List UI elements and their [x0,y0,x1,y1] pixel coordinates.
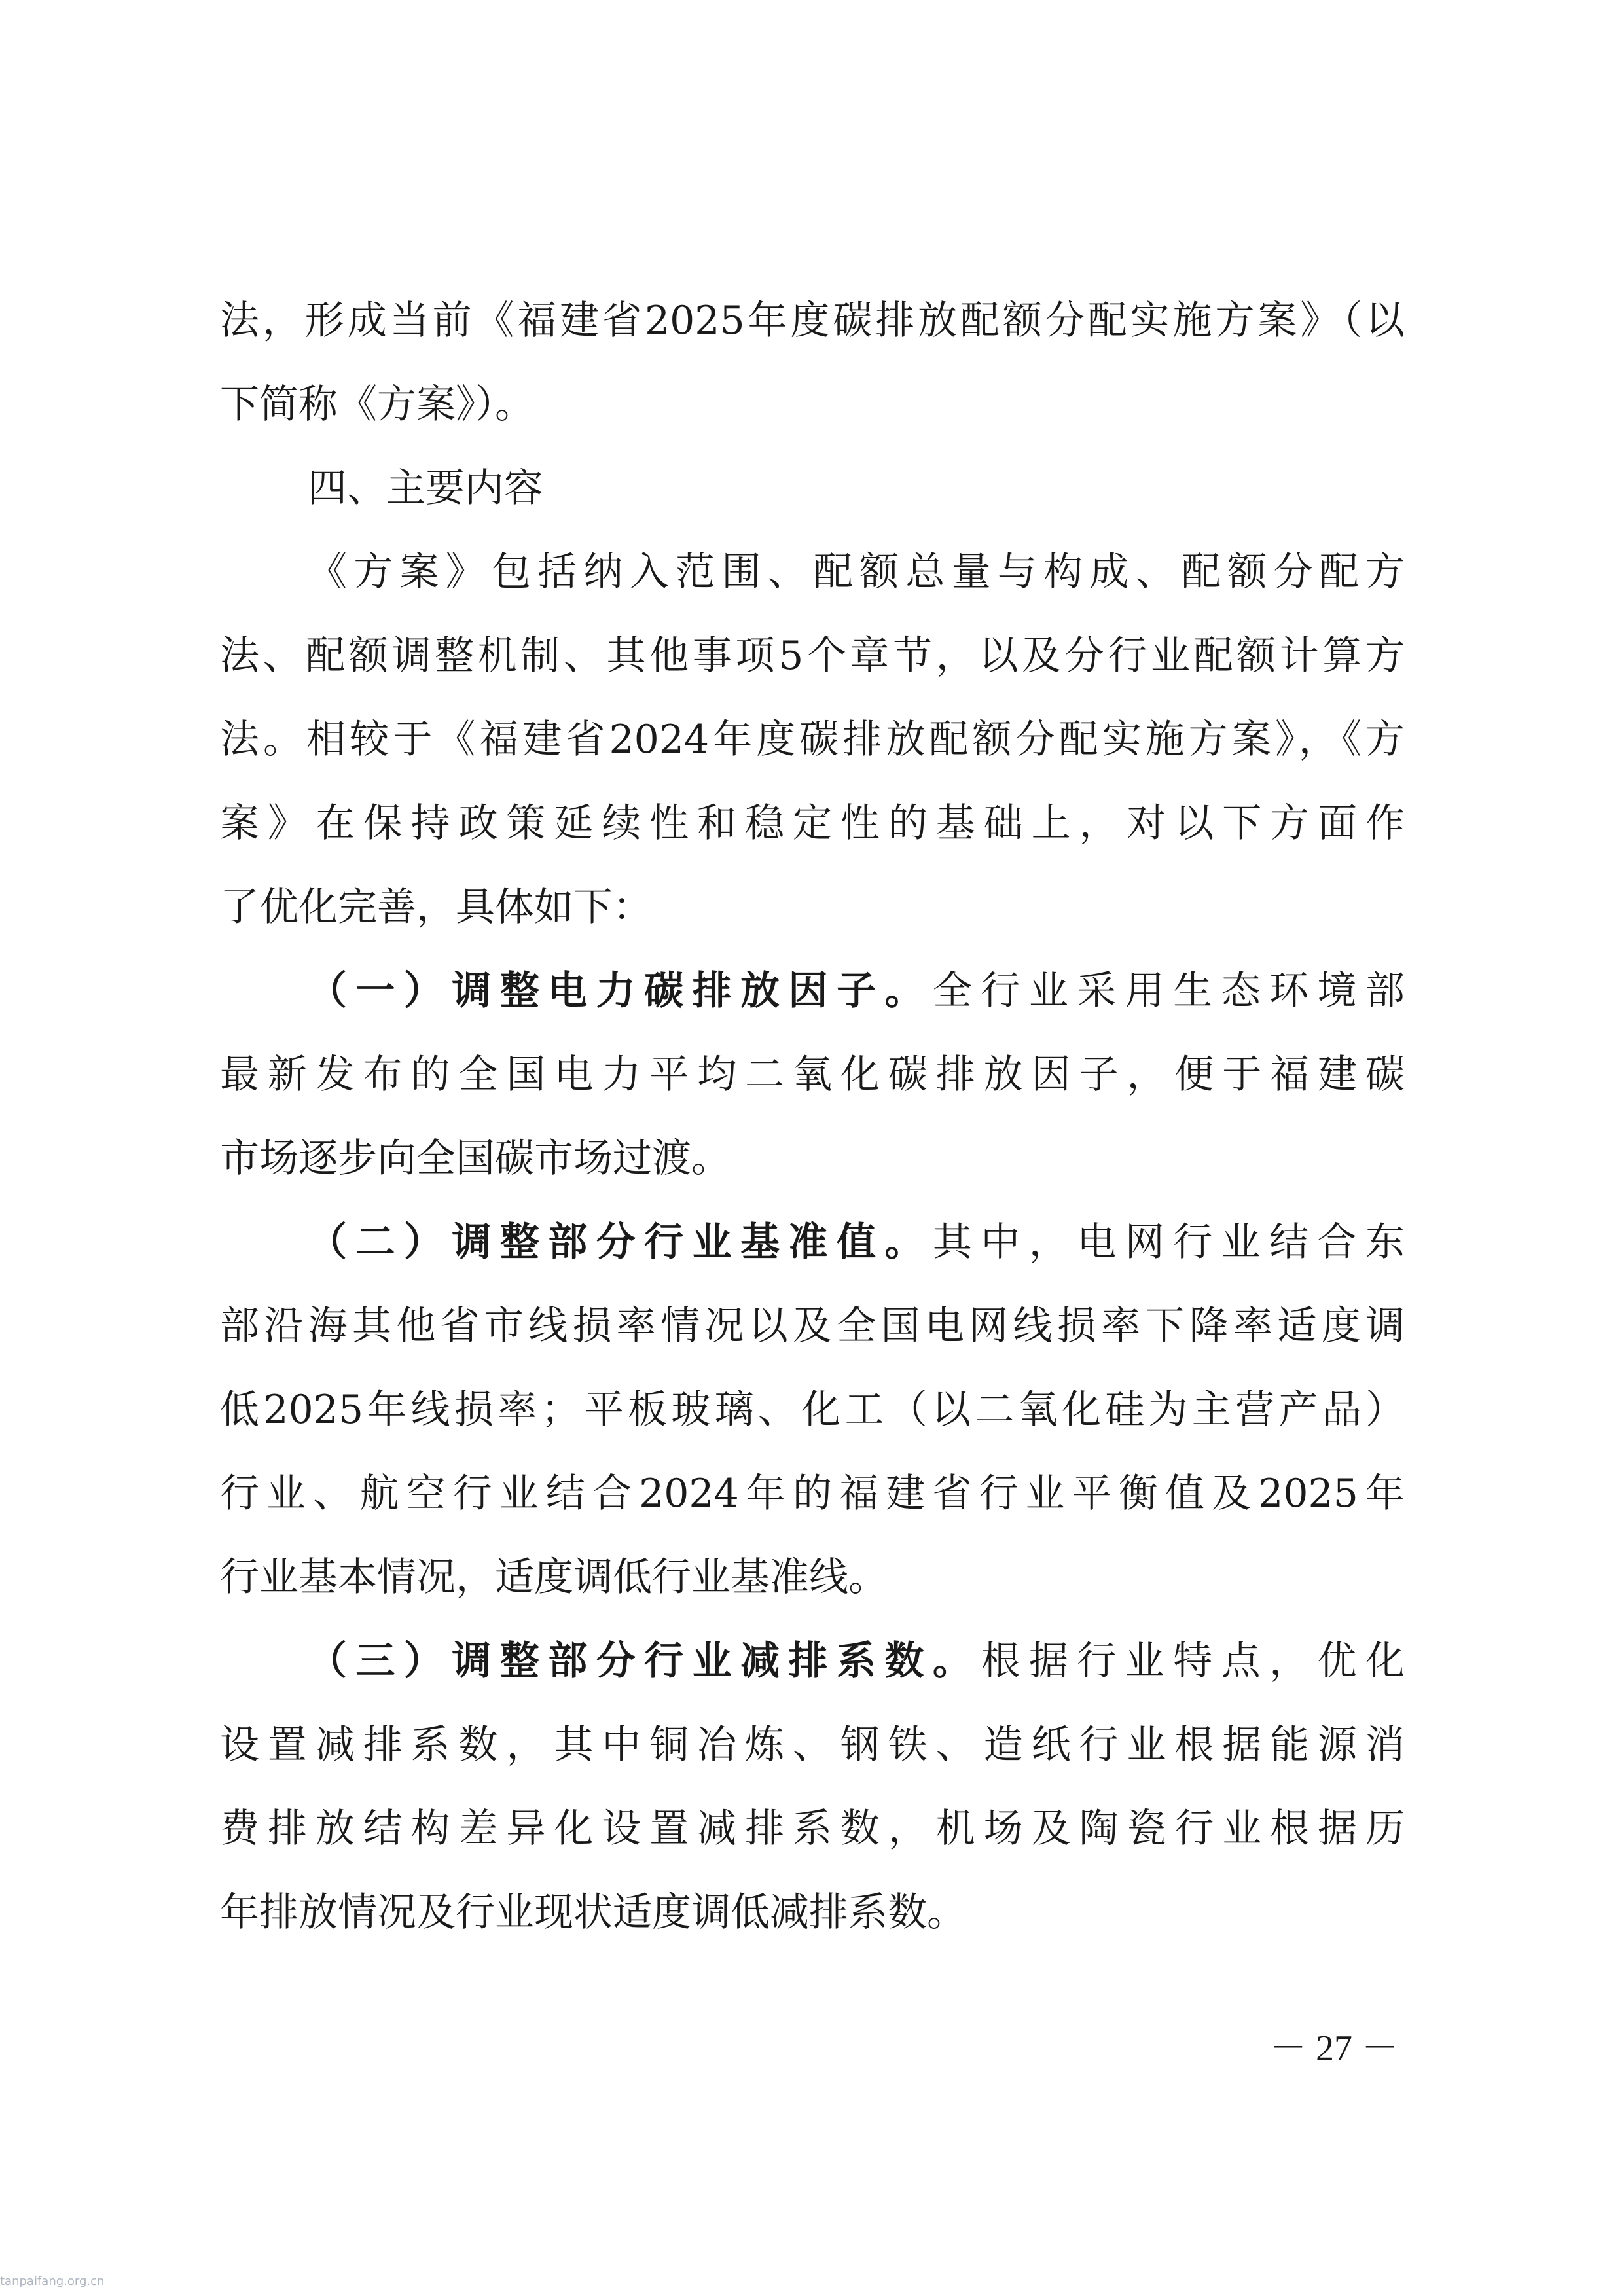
paragraph-line-2: 下简称《方案》）。 [220,382,534,427]
paragraph-line-18: 设置减排系数，其中铜冶炼、钢铁、造纸行业根据能源消 [220,1722,1405,1768]
paragraph-line-4: 《方案》包括纳入范围、配额总量与构成、配额分配方 [308,549,1405,595]
page-number: － 27 － [1270,2028,1398,2069]
paragraph-line-1: 法，形成当前《福建省2025年度碳排放配额分配实施方案》（以 [220,298,1405,344]
paragraph-line-11: 市场逐步向全国碳市场过渡。 [220,1136,731,1181]
watermark: tanpaifang.org.cn [0,2274,105,2288]
paragraph-line-16: 行业基本情况，适度调低行业基准线。 [220,1554,888,1600]
subsection-line-3 [308,1625,1405,1697]
paragraph-line-19: 费排放结构差异化设置减排系数，机场及陶瓷行业根据历 [220,1806,1405,1852]
subsection-title-2: （二）调整部分行业基准值。 [308,1219,933,1265]
subsection-text-2: 其中，电网行业结合东 [932,1219,1405,1265]
subsection-title-1: （一）调整电力碳排放因子。 [308,968,933,1014]
subsection-text-1: 全行业采用生态环境部 [932,968,1405,1014]
paragraph-line-15: 行业、航空行业结合2024年的福建省行业平衡值及2025年 [220,1471,1405,1516]
subsection-text-3: 根据行业特点，优化 [981,1638,1405,1684]
paragraph-line-13: 部沿海其他省市线损率情况以及全国电网线损率下降率适度调 [220,1303,1405,1349]
paragraph-line-20: 年排放情况及行业现状适度调低减排系数。 [220,1890,966,1935]
section-heading: 四、主要内容 [308,465,543,511]
paragraph-line-10: 最新发布的全国电力平均二氧化碳排放因子，便于福建碳 [220,1052,1405,1098]
subsection-title-3: （三）调整部分行业减排系数。 [308,1638,981,1684]
paragraph-line-5: 法、配额调整机制、其他事项5个章节，以及分行业配额计算方 [220,633,1405,679]
subsection-line-2 [308,1206,1405,1278]
paragraph-line-8: 了优化完善，具体如下： [220,884,652,930]
paragraph-line-14: 低2025年线损率；平板玻璃、化工（以二氧化硅为主营产品） [220,1387,1405,1433]
subsection-line-1 [308,955,1405,1027]
paragraph-line-6: 法。相较于《福建省2024年度碳排放配额分配实施方案》，《方 [220,717,1405,762]
paragraph-line-7: 案》在保持政策延续性和稳定性的基础上，对以下方面作 [220,800,1405,846]
